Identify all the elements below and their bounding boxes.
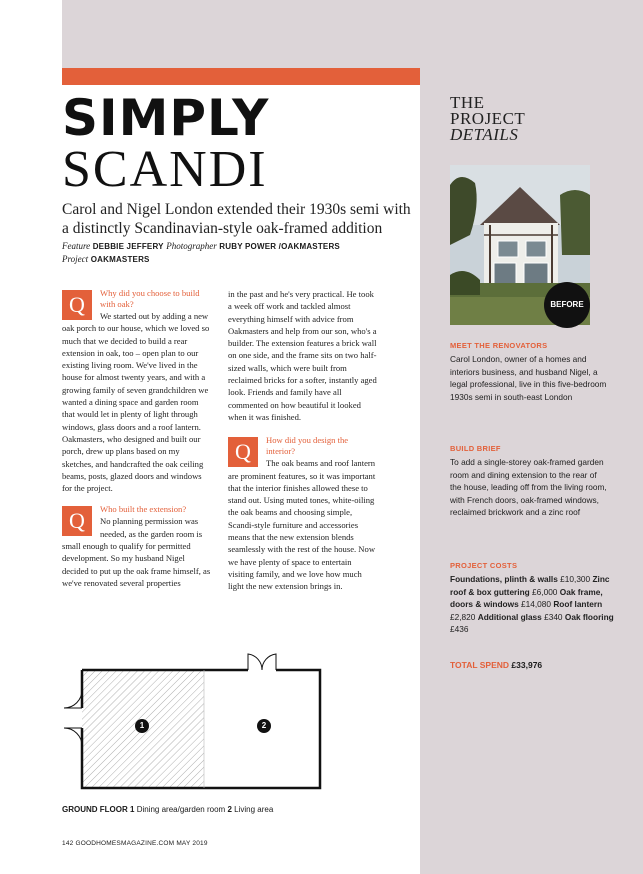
- cost-item: Additional glass: [477, 611, 542, 622]
- credit-name: RUBY POWER /OAKMASTERS: [219, 242, 340, 251]
- renovators-section: [450, 340, 630, 403]
- credit-name: DEBBIE JEFFERY: [92, 242, 164, 251]
- q-marker: Q: [62, 290, 92, 320]
- plan-marker-2: 2: [261, 721, 267, 730]
- credit-name: OAKMASTERS: [90, 255, 150, 264]
- total-value: £33,976: [511, 660, 543, 670]
- answer-text: No planning permission was needed, as the garden room is small enough to qualify for permitted development. So my husband Nigel decided to put up the oak frame himself, as we've renovated several properties: [62, 516, 211, 588]
- cost-item: Oak flooring: [564, 611, 614, 622]
- sidebar-title-line: PROJECT: [450, 109, 526, 128]
- caption-room: Living area: [234, 805, 274, 814]
- total-spend: [450, 660, 542, 670]
- body-column-1: [62, 288, 212, 589]
- cost-value: £436: [450, 624, 469, 635]
- accent-bar: [62, 68, 420, 85]
- credit-role: Project: [62, 254, 89, 264]
- issue-date: MAY 2019: [176, 840, 208, 847]
- answer-text-continued: in the past and he's very practical. He took a week off work and tackled almost everything himself with advice from Oakmasters and help from our son, who's a builder. The extension features a brick wall on one side, and the frame sits on two half-sized walls, which were built from reclaimed bricks for a softer, instantly aged look. Friends and family have all commented on how beautiful it looked when it was finished.: [228, 289, 377, 422]
- cost-value: £2,820: [450, 611, 476, 622]
- answer-text: The oak beams and roof lantern are prominent features, so it was important that the interior finishes allowed these to stand out. Using muted tones, white-oiling the oak beams and choosing simple, Scandi-style furniture and accessories means that the new extension blends seamlessly with the rest of the house. Now we have plenty of space to entertain visiting family, and we love how much light the new extension brings in.: [228, 458, 376, 592]
- headline-line-2: SCANDI: [62, 141, 268, 198]
- caption-head: GROUND FLOOR: [62, 805, 128, 814]
- sidebar-title-line: THE: [450, 93, 485, 112]
- question-text: How did you design the interior?: [266, 435, 349, 457]
- section-heading: PROJECT COSTS: [450, 561, 518, 570]
- magazine-site: GOODHOMESMAGAZINE.COM: [75, 840, 175, 847]
- caption-number: 2: [227, 805, 232, 814]
- question-block: [228, 435, 378, 592]
- build-brief-section: [450, 443, 630, 518]
- cost-value: £14,080: [521, 599, 551, 610]
- question-text: Who built the extension?: [100, 504, 187, 515]
- q-marker: Q: [228, 437, 258, 467]
- cost-value: £10,300: [560, 574, 591, 585]
- body-column-2: [228, 288, 378, 593]
- credit-role: Photographer: [166, 241, 217, 251]
- section-text: To add a single-storey oak-framed garden room and dining extension to the rear of the house, leading off from the living room, with French doors, oak-framed windows, reclaimed brickwork and a zinc roof: [450, 457, 607, 518]
- floor-plan-caption: [62, 805, 273, 814]
- sidebar-title: [450, 95, 525, 143]
- caption-number: 1: [130, 805, 135, 814]
- page-folio: [62, 840, 208, 847]
- before-badge: BEFORE: [544, 282, 590, 328]
- section-heading: MEET THE RENOVATORS: [450, 341, 548, 350]
- credit-role: Feature: [62, 241, 91, 251]
- sidebar-title-line: DETAILS: [450, 125, 519, 144]
- question-text: Why did you choose to build with oak?: [100, 288, 200, 309]
- page-number: 142: [62, 840, 74, 847]
- costs-list: [450, 573, 615, 635]
- question-block: [62, 504, 212, 589]
- credits: [62, 240, 422, 266]
- plan-marker-1: 1: [139, 721, 145, 730]
- section-text: Carol London, owner of a homes and interiors business, and husband Nigel, a legal professional, live in this five-bedroom 1930s semi in south-east London: [450, 354, 607, 402]
- cost-item: Foundations, plinth & walls: [450, 574, 558, 585]
- floor-plan: [52, 650, 352, 800]
- cost-value: £6,000: [532, 586, 558, 597]
- cost-item: Zinc roof & box guttering: [450, 574, 610, 597]
- answer-text: We started out by adding a new oak porch to our house, which we loved so much that we decided to build a rear extension in oak, too – open plan to our existing living room. We've lived in the house for almost twenty years, and with a growing family of seven grandchildren we wanted a dining space and garden room that would let in plenty of light through windows, glass doors and a roof lantern. Oakmasters, who designed and built our porch, drew up plans based on my sketches, and handcrafted the oak ceiling beams, posts, glazed doors and windows for the project.: [62, 311, 210, 494]
- caption-room: Dining area/garden room: [136, 805, 226, 814]
- cost-item: Roof lantern: [553, 599, 603, 610]
- q-marker: Q: [62, 506, 92, 536]
- headline-line-1: SIMPLY: [62, 89, 270, 147]
- question-block: [62, 288, 212, 494]
- standfirst: Carol and Nigel London extended their 1930s semi with a distinctly Scandinavian-style oak-framed addition: [62, 201, 411, 237]
- cost-value: £340: [544, 611, 563, 622]
- total-label: TOTAL SPEND: [450, 660, 510, 670]
- costs-section: [450, 560, 630, 635]
- section-heading: BUILD BRIEF: [450, 444, 501, 453]
- cost-item: Oak frame, doors & windows: [450, 586, 603, 610]
- header-band: [62, 0, 643, 68]
